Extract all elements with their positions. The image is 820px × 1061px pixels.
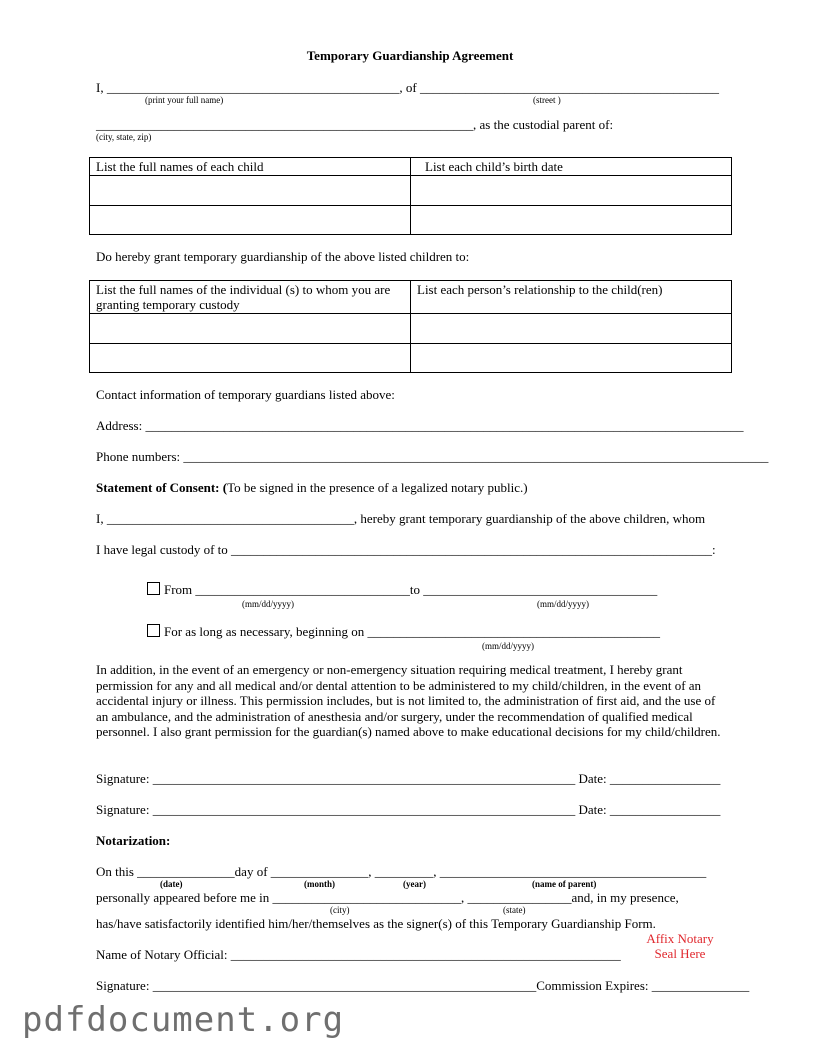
caption-street: (street ) [533, 95, 561, 105]
comma: , [461, 890, 468, 905]
from-date-field[interactable]: _________________________________ [195, 582, 410, 597]
notary-name-line [96, 947, 621, 963]
street-field[interactable]: ______________________________________________ [419, 80, 719, 95]
guardian-name-header [90, 281, 411, 314]
parent-name-field[interactable]: _____________________________________________ [106, 80, 400, 95]
from-date-caption: (mm/dd/yyyy) [242, 599, 294, 609]
guardian-name-cell[interactable] [90, 314, 411, 344]
notary-parent-field[interactable]: _________________________________________ [439, 864, 707, 879]
child-birthdate-cell[interactable] [411, 206, 732, 235]
notary-name-field[interactable]: ____________________________________________________________ [230, 947, 621, 962]
option-necessary [147, 624, 660, 640]
parent-name-line [96, 80, 719, 96]
seal-line-1: Affix Notary [646, 931, 714, 946]
consent-suffix: , hereby grant temporary guardianship of the above children, whom [353, 511, 706, 526]
contact-heading: Contact information of temporary guardians listed above: [96, 387, 395, 402]
document-title: Temporary Guardianship Agreement [306, 48, 514, 63]
caption-city-state-zip: (city, state, zip) [96, 132, 152, 142]
commission-field[interactable]: _______________ [651, 978, 750, 993]
notarization-heading: Notarization: [96, 833, 171, 848]
commission-label: Commission Expires: [536, 978, 649, 993]
beginning-date-caption: (mm/dd/yyyy) [482, 641, 534, 651]
notary-city-field[interactable]: _____________________________ [272, 890, 462, 905]
guardian-name-header-line1: List the full names of the individual (s) to whom you are [96, 282, 391, 297]
caption-year: (year) [403, 879, 426, 889]
guardian-relationship-cell[interactable] [411, 344, 732, 373]
comma: , [433, 864, 440, 879]
seal-line-2: Seal Here [654, 946, 706, 961]
consent-statement [96, 480, 528, 496]
presence-label: and, in my presence, [571, 890, 679, 905]
guardian-name-header-line2: granting temporary custody [96, 297, 240, 312]
consent-note: To be signed in the presence of a legalized notary public.) [227, 480, 528, 495]
from-label: From [164, 582, 196, 597]
custody-suffix: : [712, 542, 716, 557]
custody-field[interactable]: __________________________________________________________________________ [231, 542, 713, 557]
date-label: Date: [578, 802, 607, 817]
signature-line-1 [96, 771, 720, 787]
guardian-name-cell[interactable] [90, 344, 411, 373]
notary-signature-field[interactable]: ___________________________________________________________ [152, 978, 537, 993]
notary-signature-label: Signature: [96, 978, 150, 993]
caption-city: (city) [330, 905, 350, 915]
notary-year-field[interactable]: _________ [374, 864, 434, 879]
date-field[interactable]: _________________ [609, 771, 721, 786]
address-line [96, 418, 743, 434]
grant-text: Do hereby grant temporary guardianship of the above listed children to: [96, 249, 470, 264]
notary-date-field[interactable]: _______________ [137, 864, 235, 879]
from-checkbox[interactable] [147, 582, 160, 595]
city-line [96, 117, 613, 133]
medical-permission-paragraph: In addition, in the event of an emergency or non-emergency situation requiring medical treatment, I hereby grant permission for any and all medical and/or dental attention to be administered to my child/children, in the event of an accidental injury or illness. This permission includes, but is not limited to, the administration of first aid, and the use of an ambulance, and the administration of anesthesia and/or surgery, under the recommendation of qualified medical personnel. I also grant permission for the guardian(s) named above to make educational decisions for my child/children. [96, 662, 721, 740]
signature-label: Signature: [96, 771, 150, 786]
on-this-label: On this [96, 864, 138, 879]
address-field[interactable]: ____________________________________________________________________________________________ [145, 418, 744, 433]
children-birthdate-header: List each child’s birth date [411, 158, 732, 176]
consent-line-1 [96, 511, 705, 527]
beginning-date-field[interactable]: _____________________________________________ [367, 624, 661, 639]
child-birthdate-cell[interactable] [411, 176, 732, 206]
caption-month: (month) [304, 879, 335, 889]
necessary-checkbox[interactable] [147, 624, 160, 637]
consent-name-field[interactable]: ______________________________________ [106, 511, 354, 526]
signature-label: Signature: [96, 802, 150, 817]
guardian-relationship-header: List each person’s relationship to the child(ren) [411, 281, 732, 314]
notary-line-1 [96, 864, 706, 880]
phone-line [96, 449, 768, 465]
custodial-parent-text: , as the custodial parent of: [473, 117, 614, 132]
caption-date: (date) [160, 879, 183, 889]
phone-label: Phone numbers: [96, 449, 181, 464]
caption-full-name: (print your full name) [145, 95, 224, 105]
to-date-field[interactable]: ____________________________________ [423, 582, 658, 597]
date-field[interactable]: _________________ [609, 802, 721, 817]
day-of-label: day of [234, 864, 271, 879]
consent-prefix: I, [96, 511, 107, 526]
comma: , [368, 864, 375, 879]
consent-line-2 [96, 542, 716, 558]
consent-paren: ( [219, 480, 228, 495]
signature-field[interactable]: _________________________________________________________________ [152, 771, 576, 786]
caption-parent-name: (name of parent) [532, 879, 597, 889]
notary-line-2 [96, 890, 679, 906]
custody-prefix: I have legal custody of to [96, 542, 232, 557]
signature-field[interactable]: _________________________________________________________________ [152, 802, 576, 817]
child-name-cell[interactable] [90, 176, 411, 206]
address-label: Address: [96, 418, 143, 433]
to-date-caption: (mm/dd/yyyy) [537, 599, 589, 609]
phone-field[interactable]: __________________________________________________________________________________________ [183, 449, 769, 464]
necessary-label: For as long as necessary, beginning on [164, 624, 368, 639]
children-name-header: List the full names of each child [90, 158, 411, 176]
appeared-label: personally appeared before me in [96, 890, 273, 905]
line-prefix: I, [96, 80, 107, 95]
signature-line-2 [96, 802, 720, 818]
city-state-zip-field[interactable]: __________________________________________________________ [96, 117, 473, 132]
notary-line-3: has/have satisfactorily identified him/her/themselves as the signer(s) of this Temporary Guardianship Form. [96, 916, 656, 931]
to-label: to [409, 582, 424, 597]
children-table [89, 157, 732, 235]
notary-seal-area [640, 931, 720, 961]
child-name-cell[interactable] [90, 206, 411, 235]
option-from [147, 582, 657, 598]
line-mid: , of [399, 80, 420, 95]
notary-name-label: Name of Notary Official: [96, 947, 228, 962]
notary-month-field[interactable]: _______________ [270, 864, 369, 879]
guardians-table [89, 280, 732, 373]
guardian-relationship-cell[interactable] [411, 314, 732, 344]
notary-state-field[interactable]: ________________ [467, 890, 572, 905]
watermark-text: pdfdocument.org [22, 1000, 345, 1040]
notary-signature-line [96, 978, 749, 994]
consent-heading: Statement of Consent: [96, 480, 220, 495]
date-label: Date: [578, 771, 607, 786]
caption-state: (state) [503, 905, 526, 915]
